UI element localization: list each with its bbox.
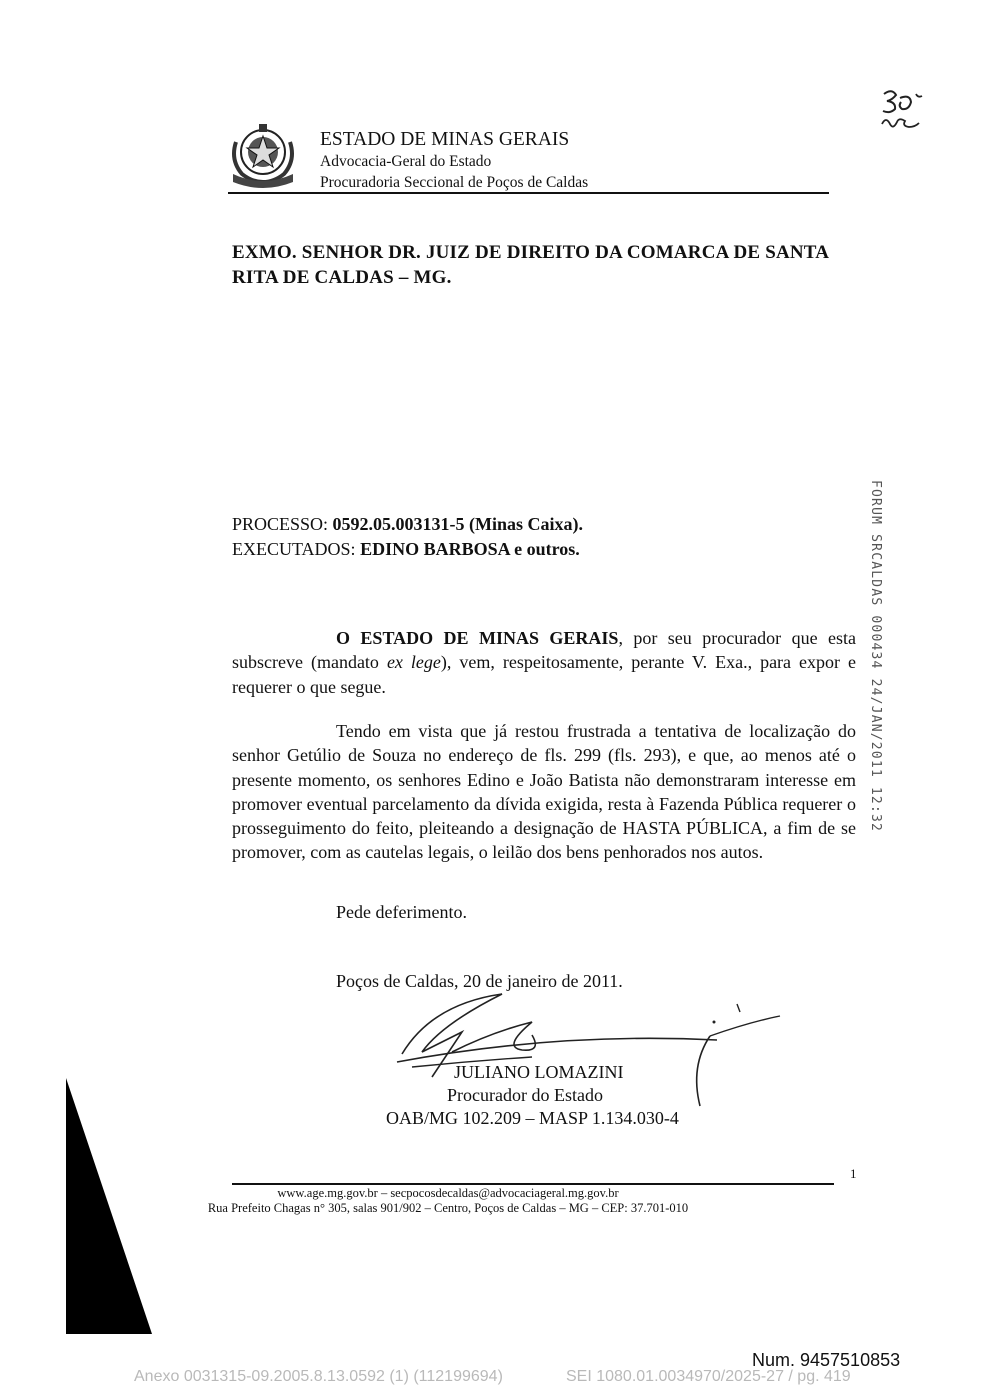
document-num-id: Num. 9457510853 <box>752 1350 901 1370</box>
signer-role: Procurador do Estado <box>447 1085 603 1105</box>
footer-divider <box>232 1183 834 1185</box>
paragraph-intro <box>232 626 856 699</box>
party-name: O ESTADO DE MINAS GERAIS <box>336 628 619 648</box>
paragraph-intro-text-b: ), vem, respeitosamente, perante V. Exa., para expor e requerer o que segue. <box>232 652 856 697</box>
header-subtitle-agency: Advocacia-Geral do Estado <box>320 153 492 170</box>
annex-reference: Anexo 0031315-09.2005.8.13.0592 (1) (112199694) <box>134 1368 503 1385</box>
paragraph-request-text: Tendo em vista que já restou frustrada a tentativa de localização do senhor Getúlio de Souza no endereço de fls. 299 (fls. 293), e que, ao menos até o presente momento, os senhores Edino e João Batista não demonstraram interesse em promover eventual parcelamento da dívida exigida, resta à Fazenda Pública requerer o prosseguimento do feito, pleiteando a designação de HASTA PÚBLICA, a fim de se promover, com as cautelas legais, o leilão dos bens penhorados nos autos. <box>232 721 856 863</box>
header-subtitle-office: Procuradoria Seccional de Poços de Caldas <box>320 174 589 191</box>
signer-name: JULIANO LOMAZINI <box>454 1062 624 1082</box>
paragraph-intro-text-a: , por seu procurador que esta subscreve (mandato <box>232 628 856 673</box>
executed-parties: EDINO BARBOSA e outros. <box>360 539 580 559</box>
minas-gerais-coat-of-arms-icon <box>228 122 298 190</box>
protocol-stamp: FORUM SRCALDAS 000434 24/JAN/2011 12:32 <box>868 480 883 833</box>
process-label: PROCESSO: <box>232 514 329 534</box>
footer-contact: www.age.mg.gov.br – secpocosdecaldas@advocaciageral.mg.gov.br <box>277 1186 619 1200</box>
addressee-line-1: EXMO. SENHOR DR. JUIZ DE DIREITO DA COMARCA DE SANTA <box>232 242 830 263</box>
handwritten-folio-number <box>870 84 940 138</box>
footer-address: Rua Prefeito Chagas n° 305, salas 901/902 – Centro, Poços de Caldas – MG – CEP: 37.701-010 <box>207 1201 689 1215</box>
header-divider <box>228 192 829 194</box>
latin-term: ex lege <box>386 652 441 673</box>
page-number: 1 <box>850 1166 857 1181</box>
executed-line <box>232 539 580 560</box>
signer-registration: OAB/MG 102.209 – MASP 1.134.030-4 <box>386 1108 679 1128</box>
closing-line: Pede deferimento. <box>336 902 467 922</box>
process-line <box>232 514 583 535</box>
executed-label: EXECUTADOS: <box>232 539 356 559</box>
paragraph-request <box>232 719 856 865</box>
addressee-line-2: RITA DE CALDAS – MG. <box>232 267 452 288</box>
process-number: 0592.05.003131-5 (Minas Caixa). <box>332 514 584 534</box>
sei-reference: SEI 1080.01.0034970/2025-27 / pg. 419 <box>566 1368 851 1385</box>
scan-edge-shadow <box>66 1078 152 1334</box>
place-and-date: Poços de Caldas, 20 de janeiro de 2011. <box>336 971 623 991</box>
header-title: ESTADO DE MINAS GERAIS <box>320 129 570 150</box>
